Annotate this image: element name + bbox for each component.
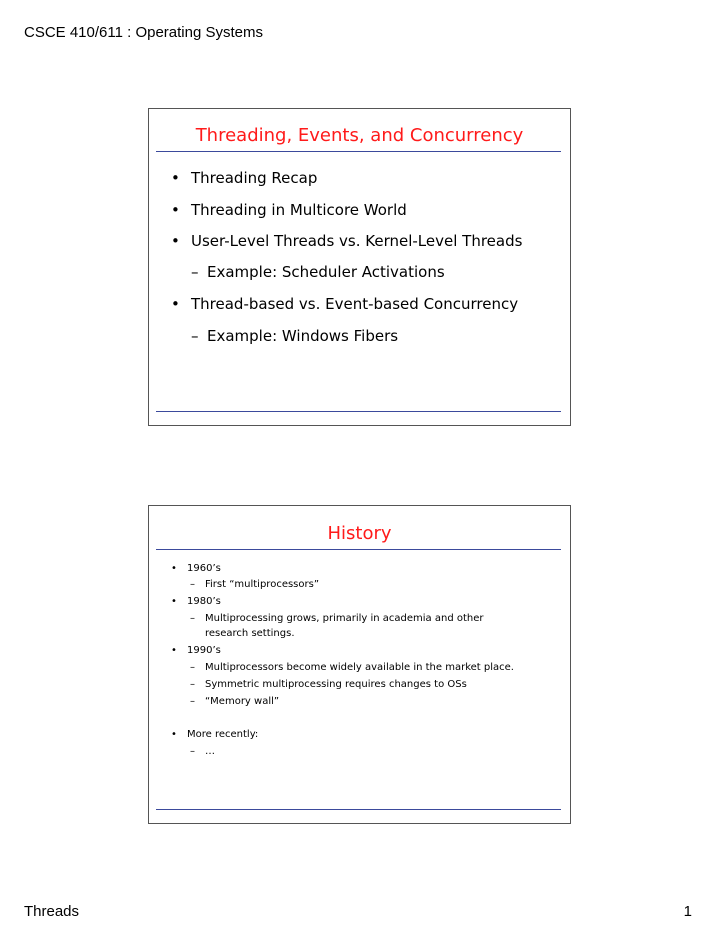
dash-icon: – (191, 327, 199, 345)
bullet-icon: • (171, 729, 177, 740)
slide-history (148, 505, 571, 824)
title-rule (156, 151, 561, 152)
bullet-icon: • (171, 295, 180, 313)
list-item-text: 1980’s (187, 596, 221, 607)
footer-section-label: Threads (24, 903, 80, 920)
list-item-text: Threading Recap (191, 169, 318, 187)
dash-icon: – (191, 263, 199, 281)
bullet-icon: • (171, 596, 177, 607)
page-number: 1 (683, 903, 692, 920)
bullet-icon: • (171, 645, 177, 656)
course-header: CSCE 410/611 : Operating Systems (24, 24, 264, 41)
slide-title: Threading, Events, and Concurrency (195, 125, 524, 146)
list-item-text: 1990’s (187, 645, 221, 656)
footer-rule (156, 809, 561, 810)
list-item-text: Example: Scheduler Activations (207, 263, 445, 281)
list-item-text: Threading in Multicore World (191, 201, 407, 219)
dash-icon: – (190, 746, 195, 757)
list-item-text: First “multiprocessors” (205, 579, 320, 590)
slide-title: History (327, 523, 392, 544)
bullet-icon: • (171, 169, 180, 187)
footer-rule (156, 411, 561, 412)
list-item-text: Example: Windows Fibers (207, 327, 399, 345)
bullet-icon: • (171, 563, 177, 574)
list-item-text: Thread-based vs. Event-based Concurrency (191, 295, 519, 313)
list-item-text: Symmetric multiprocessing requires changes to OSs (205, 679, 467, 690)
list-item-text: User-Level Threads vs. Kernel-Level Threads (191, 232, 523, 250)
dash-icon: – (190, 696, 195, 707)
dash-icon: – (190, 579, 195, 590)
list-item-text: Multiprocessing grows, primarily in academia and other (205, 613, 484, 624)
list-item-text: 1960’s (187, 563, 221, 574)
bullet-icon: • (171, 201, 180, 219)
list-item-text: Multiprocessors become widely available in the market place. (205, 662, 514, 673)
dash-icon: – (190, 613, 195, 624)
title-rule (156, 549, 561, 550)
list-item-text: … (205, 746, 215, 757)
bullet-icon: • (171, 232, 180, 250)
list-item-text-continued: research settings. (205, 628, 295, 639)
list-item-text: More recently: (187, 729, 259, 740)
list-item-text: “Memory wall” (205, 696, 280, 707)
dash-icon: – (190, 662, 195, 673)
slide-threading-overview (148, 108, 571, 426)
dash-icon: – (190, 679, 195, 690)
